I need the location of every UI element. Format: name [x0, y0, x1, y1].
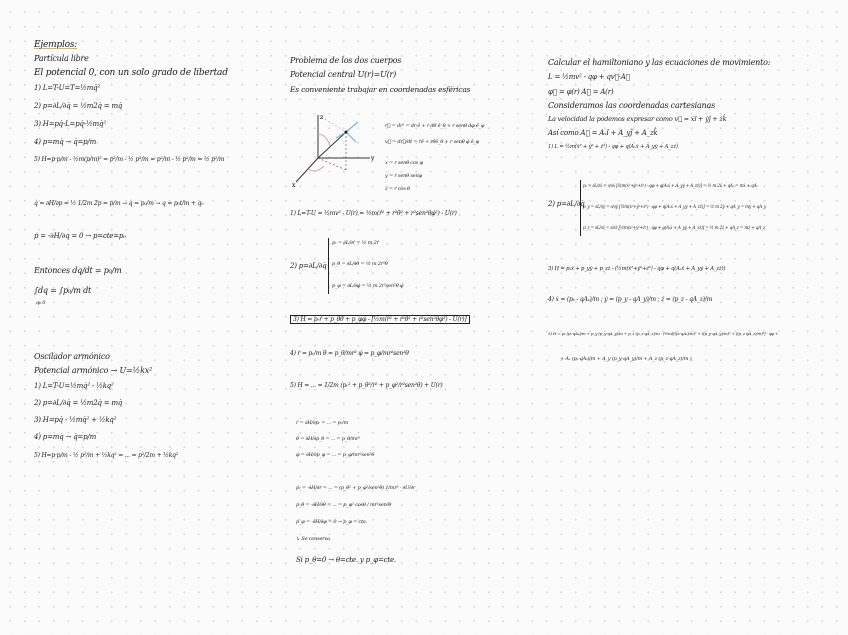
axis-x-label: x [292, 182, 296, 189]
momentum-row: pₓ = ∂L/∂ẋ = ∂/∂ẋ [½m(ẋ²+ẏ²+ż²) - qφ + q(Aₓẋ + A_yẏ + A_zż)] = ½ m 2ẋ + qAₓ = mẋ + qAₓ [583, 183, 758, 188]
oscillator-step: 2) p=∂L/∂q̇ = ½m2q̇ = mq̇ [34, 399, 123, 407]
step-line: 1) L=T-U=T=½mq̇² [34, 84, 101, 92]
momentum-label: 2) p=∂L/∂q̇ [290, 262, 327, 270]
momentum-brace [328, 238, 329, 294]
step-line: 4) p=mq̇ → q̇=p/m [34, 138, 97, 146]
section-title: Ejemplos: [34, 40, 78, 50]
conclusion-line: Si p_θ=0 → θ=cte. y p_φ=cte. [296, 556, 396, 564]
section-title: Calcular el hamiltoniano y las ecuaciones de movimiento: [548, 58, 771, 67]
velocity-step: 4) ṙ = pᵣ/m θ̇ = p_θ/mr² φ̇ = p_φ/mr²sen²θ [290, 350, 409, 357]
lagrangian-line: L = ½mv² - qφ + qv⃗·A⃗ [548, 73, 630, 81]
figure-equation: y = r senθ senφ [385, 173, 422, 179]
lagrangian-step: 1) L = ½m(ẋ² + ẏ² + ż²) - qφ + q(Aₓẋ + A_yẏ + A_zż) [548, 144, 678, 150]
momentum-derivative: ṗ_φ = -∂H/∂φ = 0 → p_φ = cte. [296, 519, 368, 525]
hamiltonian-expanded: 5) H = pₓ (pₓ-qAₓ)/m + p_y (p_y-qA_y)/m + p_z (p_z-qA_z)/m - (½m[((pₓ-qAₓ)/m)² + ((p_y-qA_y)/m)² + ((p_z-qA_z)/m)²] - qφ + [548, 331, 779, 336]
integral-line: ∫dq = ∫p₀/m dt [34, 286, 92, 295]
equation-of-motion: θ̇ = ∂H/∂p_θ = ... = p_θ/mr² [296, 436, 360, 442]
intro-line: El potencial 0, con un solo grado de libertad [34, 68, 228, 78]
hamiltonian-expanded-cont: + Aₓ (pₓ-qAₓ)/m + A_y (p_y-qA_y)/m + A_z (p_z-qA_z)/m ) [560, 356, 692, 362]
integral-limits: q₀ 0 [36, 300, 46, 306]
figure-equation: r⃗ = dr² = dr·ê + r dθ ê_θ + r senθ dφ ê_φ [385, 123, 485, 129]
axis-z-label: z [320, 114, 324, 121]
hamiltonian-step [290, 316, 470, 324]
momentum-label: 2) p=∂L/∂q̇ [548, 200, 585, 208]
equation-p: ṗ = -∂H/∂q = 0 → p=cte=p₀ [34, 232, 126, 240]
figure-equation: v⃗ = dr⃗/dt = ṙê + rθ̇ê_θ + r senθ φ̇ ê_φ [385, 139, 479, 145]
spherical-coordinates-figure [288, 110, 380, 190]
equation-of-motion: ṙ = ∂H/∂pᵣ = ... = pᵣ/m [296, 420, 349, 426]
step-line: 2) p=∂L/∂q̇ = ½m2q̇ = mq̇ [34, 102, 123, 110]
oscillator-step: 4) p=mq̇ → q̇=p/m [34, 433, 97, 441]
oscillator-step: 1) L=T-U=½mq̇² - ½kq² [34, 382, 114, 390]
momentum-row: pᵣ = ∂L/∂ṙ = ½ m 2ṙ [332, 240, 379, 246]
momentum-derivative: ṗ_θ = -∂H/∂θ = ... = p_φ² cosθ / mr²sen³θ [296, 502, 392, 508]
fields-line: φ⃗ = φ(r) A⃗ = A(r) [548, 88, 614, 96]
section-title: Problema de los dos cuerpos [290, 56, 402, 65]
entonces-line: Entonces dq/dt = p₀/m [34, 266, 122, 275]
hamiltonian-box: 3) H = pᵣṙ + p_θθ̇ + p_φφ̇ - [½m(ṙ² + r²θ̇² + r²sen²θφ̇²) - U(r)] [290, 315, 470, 324]
momentum-row: p_θ = ∂L/∂θ̇ = ½ m 2r²θ̇ [332, 261, 388, 267]
hamiltonian-step: 3) H = pₓẋ + p_yẏ + p_zż - (½m(ẋ²+ẏ²+ż²) - qφ + q(Aₓẋ + A_yẏ + A_zż)) [548, 266, 726, 272]
conserved-note: ↳ Se conserva [296, 536, 330, 542]
momentum-row: p_z = ∂L/∂ż = ∂/∂ż [½m(ẋ²+ẏ²+ż²) - qφ + q(Aₓẋ + A_yẏ + A_zż)] = ½ m 2ż + qA_z = mż + qA_z [583, 225, 765, 230]
velocity-step: 4) ẋ = (pₓ - qAₓ)/m ; ẏ = (p_y - qA_y)/m ; ż = (p_z - qA_z)/m [548, 296, 713, 303]
velocity-line: La velocidad la podemos expresar como v⃗ = ẋî + ẏĵ + żk̂ [548, 115, 727, 123]
subtitle: Partícula libre [34, 54, 89, 63]
oscillator-step: 5) H=p·p/m - ½ p²/m + ½kq² = ... = p²/2m + ½kq² [34, 452, 179, 459]
oscillator-intro: Potencial armónico → U=½kx² [34, 366, 153, 375]
figure-equation: z = r cos θ [385, 186, 410, 192]
momentum-derivative: ṗᵣ = -∂H/∂r = ... = (p_θ² + p_φ²/sen²θ) 1/mr³ - ∂U/∂r [296, 485, 416, 491]
figure-equation: x = r senθ cos φ [385, 160, 423, 166]
momentum-brace [580, 180, 581, 236]
step-line: 5) H=p·p/m - ½m(p/m)² = p²/m - ½ p²/m = p²/m - ½ p²/m = ½ p²/m [34, 156, 225, 163]
step-line: 3) H=pq̇-L=pq̇-½mq̇² [34, 120, 106, 128]
momentum-row: p_y = ∂L/∂ẏ = ∂/∂ẏ [½m(ẋ²+ẏ²+ż²) - qφ + q(Aₓẋ + A_yẏ + A_zż)] = ½ m 2ẏ + qA_y = mẏ + qA_y [583, 204, 767, 209]
lagrangian-step: 1) L=T-U = ½mv² - U(r) = ½m(ṙ² + r²θ̇² + r²sen²θφ̇²) - U(r) [290, 210, 457, 217]
spherical-line: Es conveniente trabajar en coordenadas esféricas [290, 85, 471, 94]
equation-q: q̇ = ∂H/∂p = ½ 1/2m 2p = p/m → q̇ = p₀/m → q = p₀t/m + q₀ [34, 200, 204, 207]
hamiltonian-final: 5) H = ... = 1/2m (pᵣ² + p_θ²/r² + p_φ²/r²sen²θ) + U(r) [290, 382, 443, 389]
cartesian-line: Consideramos las coordenadas cartesianas [548, 101, 715, 110]
vector-potential-line: Así como A⃗ = Aₓî + A_yĵ + A_zk̂ [548, 129, 658, 137]
momentum-row: p_φ = ∂L/∂φ̇ = ½ m 2r²sen²θ φ̇ [332, 283, 404, 289]
axis-y-label: y [371, 155, 375, 162]
potential-line: Potencial central U(r)=U(r) [290, 70, 397, 79]
oscillator-title: Oscilador armónico [34, 352, 110, 361]
oscillator-step: 3) H=pq̇ - ½mq̇² + ½kq² [34, 416, 117, 424]
equation-of-motion: φ̇ = ∂H/∂p_φ = ... = p_φ/mr²sen²θ [296, 452, 375, 458]
